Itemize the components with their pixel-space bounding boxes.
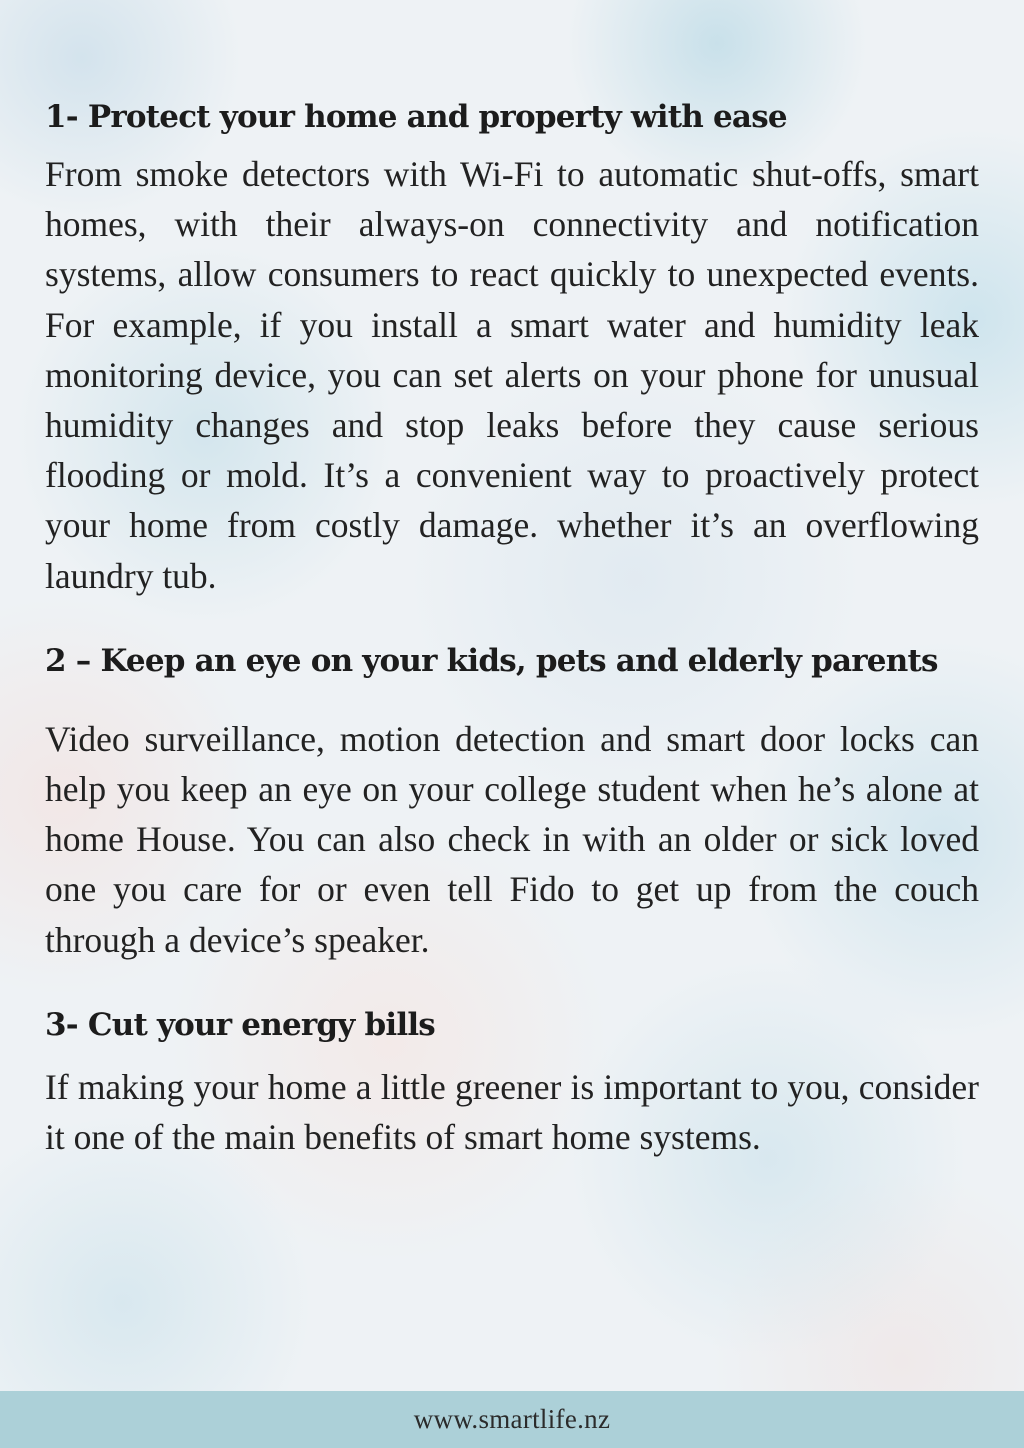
section-body-keep-an-eye: Video surveillance, motion detection and smart door locks can help you keep an eye on your college student when he’s alone at home House. You can also check in with an older or sick loved one you care for or even tell Fido to get up from the couch through a device’s speaker.: [45, 718, 979, 960]
section-heading-energy-bills: 3- Cut your energy bills: [45, 1006, 435, 1043]
article-content: [45, 95, 979, 1162]
footer-bar: [0, 1391, 1024, 1448]
footer-url-link[interactable]: www.smartlife.nz: [413, 1404, 611, 1434]
section-heading-protect-home: 1- Protect your home and property with ease: [45, 99, 787, 135]
section-heading-keep-an-eye: 2 – Keep an eye on your kids, pets and elderly parents: [45, 642, 938, 679]
section-body-energy-bills: If making your home a little greener is important to you, consider it one of the main benefits of smart home systems.: [45, 1066, 979, 1158]
section-body-protect-home: From smoke detectors with Wi-Fi to automatic shut-offs, smart homes, with their always-on connectivity and notification systems, allow consumers to react quickly to unexpected events. For example, if you install a smart water and humidity leak monitoring device, you can set alerts on your phone for unusual humidity changes and stop leaks before they cause serious flooding or mold. It’s a convenient way to proactively protect your home from costly damage. whether it’s an overflowing laundry tub.: [45, 154, 979, 596]
